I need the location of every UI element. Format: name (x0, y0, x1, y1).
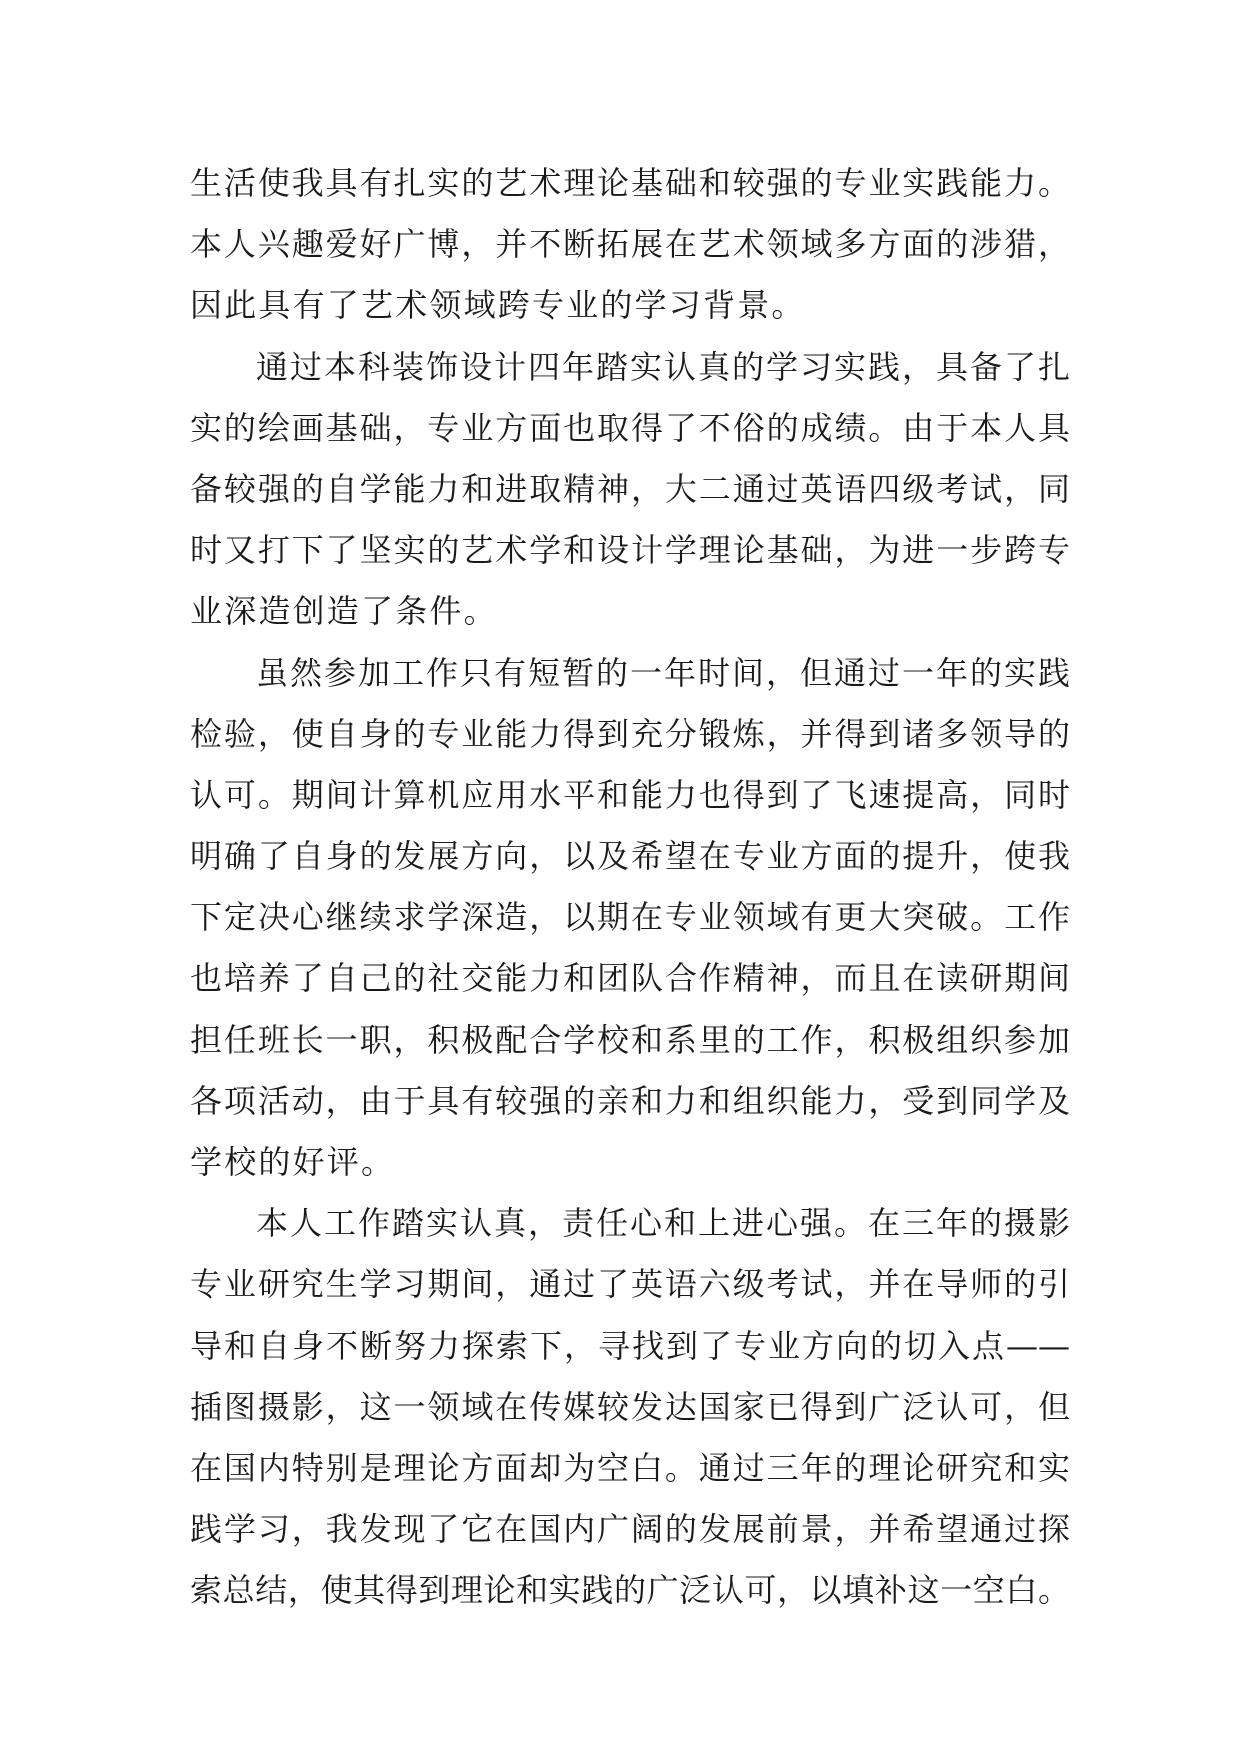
paragraph-first-line: 虽然参加工作只有短暂的一年时间，但通过一年的实践 (256, 653, 1070, 692)
text-line: 实的绘画基础，专业方面也取得了不俗的成绩。由于本人具 (190, 408, 1070, 447)
text-line: 生活使我具有扎实的艺术理论基础和较强的专业实践能力。 (190, 164, 1070, 202)
paragraph-first-line: 本人工作踏实认真，责任心和上进心强。在三年的摄影 (256, 1204, 1070, 1243)
text-line: 时又打下了坚实的艺术学和设计学理论基础，为进一步跨专 (190, 531, 1070, 570)
text-line: 检验，使自身的专业能力得到充分锻炼，并得到诸多领导的 (190, 714, 1070, 753)
text-line: 下定决心继续求学深造，以期在专业领域有更大突破。工作 (190, 898, 1070, 937)
text-line: 插图摄影，这一领域在传媒较发达国家已得到广泛认可，但 (190, 1387, 1070, 1426)
text-line: 各项活动，由于具有较强的亲和力和组织能力，受到同学及 (190, 1081, 1070, 1120)
text-line: 因此具有了艺术领域跨专业的学习背景。 (190, 286, 806, 325)
text-line: 认可。期间计算机应用水平和能力也得到了飞速提高，同时 (190, 775, 1070, 814)
text-line: 导和自身不断努力探索下，寻找到了专业方向的切入点—— (190, 1326, 1070, 1365)
text-line: 备较强的自学能力和进取精神，大二通过英语四级考试，同 (190, 469, 1070, 508)
paragraph-first-line: 通过本科装饰设计四年踏实认真的学习实践，具备了扎 (256, 347, 1070, 386)
text-line: 索总结，使其得到理论和实践的广泛认可，以填补这一空白。 (190, 1571, 1070, 1610)
text-line: 专业研究生学习期间，通过了英语六级考试，并在导师的引 (190, 1265, 1070, 1304)
text-line: 业深造创造了条件。 (190, 592, 498, 631)
text-line: 践学习，我发现了它在国内广阔的发展前景，并希望通过探 (190, 1510, 1070, 1549)
text-line: 本人兴趣爱好广博，并不断拓展在艺术领域多方面的涉猎， (190, 225, 1070, 264)
body-text (190, 153, 1070, 1622)
text-line: 明确了自身的发展方向，以及希望在专业方面的提升，使我 (190, 837, 1070, 876)
text-line: 也培养了自己的社交能力和团队合作精神，而且在读研期间 (190, 959, 1070, 998)
text-line: 在国内特别是理论方面却为空白。通过三年的理论研究和实 (190, 1448, 1070, 1487)
text-line: 学校的好评。 (190, 1143, 396, 1181)
text-line: 担任班长一职，积极配合学校和系里的工作，积极组织参加 (190, 1020, 1070, 1059)
